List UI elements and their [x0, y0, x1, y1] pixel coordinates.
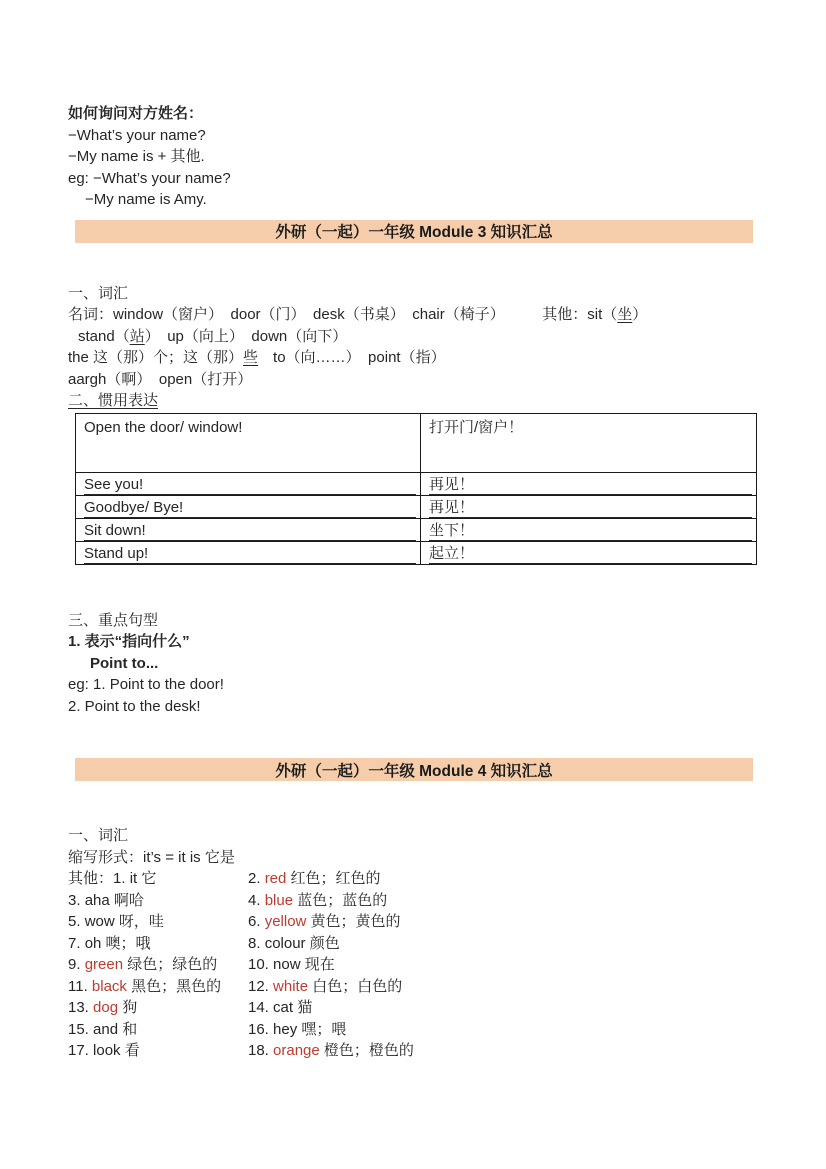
- word-number: 17.: [68, 1042, 94, 1059]
- module3-sentences-section: [68, 610, 758, 718]
- word-row: [68, 890, 758, 912]
- word-item: [248, 997, 312, 1019]
- word-number: 16.: [248, 1020, 274, 1038]
- module3-title-bar: [75, 220, 753, 243]
- module4-vocab-section: [68, 825, 758, 1062]
- vocab-text: to（向……） point（指）: [258, 349, 446, 366]
- word-item: [68, 954, 248, 976]
- chinese-meaning: 呀，哇: [114, 913, 164, 930]
- vocab-line: [68, 326, 758, 348]
- cell-english: [76, 495, 421, 518]
- intro-section: [68, 103, 758, 211]
- word-row: [68, 976, 758, 998]
- m3-examples: [68, 674, 758, 717]
- underlined-term: 站: [129, 327, 145, 345]
- word-number: 14.: [248, 999, 274, 1016]
- m4-word-list: [68, 868, 758, 1062]
- intro-heading: 如何询问对方姓名：: [68, 105, 204, 122]
- cell-chinese: [421, 495, 757, 518]
- word-item: [248, 911, 401, 933]
- word-row: [68, 954, 758, 976]
- module4-title: 外研（一起）一年级 Module 4 知识汇总: [275, 762, 553, 780]
- english-word: look: [93, 1042, 121, 1059]
- chinese-meaning: 绿色；绿色的: [123, 956, 218, 973]
- word-item: [68, 911, 248, 933]
- word-row: [68, 1040, 758, 1062]
- module4-title-bar: [75, 758, 753, 781]
- chinese-meaning: 嘿；喂: [297, 1020, 347, 1038]
- english-word: hey: [273, 1020, 298, 1038]
- word-item: [68, 976, 248, 998]
- word-number: 6.: [248, 913, 265, 930]
- expressions-heading-text: 二、惯用表达: [68, 392, 159, 409]
- word-number: 12.: [248, 977, 274, 995]
- english-word: cat: [273, 999, 294, 1016]
- english-word: aha: [84, 891, 110, 909]
- cell-text: 起立！: [429, 544, 752, 564]
- cell-english: [76, 413, 421, 472]
- example-line: eg: 1. Point to the door!: [68, 676, 224, 693]
- cell-text: 打开门/窗户！: [429, 418, 524, 436]
- cell-english: [76, 518, 421, 541]
- chinese-meaning: 它: [137, 870, 157, 887]
- english-word: yellow: [264, 913, 307, 930]
- table-row: [76, 518, 757, 541]
- word-row: [68, 868, 758, 890]
- module3-sentences-heading: 三、重点句型: [68, 611, 159, 629]
- english-word: black: [91, 977, 127, 995]
- sentence-pattern-title: 1. 表示“指向什么”: [68, 633, 190, 650]
- word-item: [68, 1040, 248, 1062]
- vocab-text: 名词：window（窗户） door（门） desk（书桌） chair（椅子） 其他：sit（: [68, 306, 618, 323]
- vocab-line: [68, 347, 758, 369]
- english-word: wow: [84, 913, 115, 930]
- word-number: 13.: [68, 999, 94, 1016]
- chinese-meaning: 和: [118, 1020, 138, 1038]
- english-word: it: [129, 870, 138, 887]
- english-word: dog: [93, 999, 119, 1016]
- expressions-table: [75, 413, 757, 565]
- english-word: white: [273, 977, 309, 995]
- word-item: [248, 890, 387, 912]
- module3-expressions-heading: [68, 390, 758, 412]
- table-row: [76, 541, 757, 564]
- english-word: blue: [264, 891, 294, 909]
- vocab-text: aargh（啊） open（打开）: [68, 370, 253, 388]
- vocab-text: ） up（向上） down（向下）: [144, 327, 348, 345]
- intro-lines: [68, 125, 758, 211]
- word-number: 7.: [68, 934, 85, 952]
- word-number: 5.: [68, 913, 85, 930]
- cell-text: See you!: [84, 475, 416, 495]
- cell-text: Sit down!: [84, 521, 416, 541]
- chinese-meaning: 黄色；黄色的: [306, 913, 401, 930]
- word-item: [68, 997, 248, 1019]
- english-word: colour: [264, 934, 306, 952]
- cell-english: [76, 472, 421, 495]
- chinese-meaning: 白色；白色的: [308, 977, 403, 995]
- word-number: 4.: [248, 891, 265, 909]
- chinese-meaning: 橙色；橙色的: [319, 1042, 414, 1059]
- m3-vocab-lines: [68, 304, 758, 390]
- cell-english: [76, 541, 421, 564]
- underlined-term: 些: [243, 349, 259, 366]
- abbreviation-line: 缩写形式：it’s = it is 它是: [68, 848, 235, 866]
- vocab-line: [68, 304, 758, 326]
- word-item: [248, 1019, 346, 1041]
- intro-line: −My name is Amy.: [85, 191, 207, 208]
- example-line: 2. Point to the desk!: [68, 697, 201, 715]
- word-number: 其他：1.: [68, 870, 130, 887]
- table-row: [76, 495, 757, 518]
- chinese-meaning: 猫: [293, 999, 313, 1016]
- chinese-meaning: 狗: [118, 999, 138, 1016]
- word-item: [68, 868, 248, 890]
- english-word: red: [264, 870, 287, 887]
- chinese-meaning: 现在: [300, 956, 335, 973]
- intro-line: −What’s your name?: [68, 126, 206, 144]
- sentence-pattern: Point to...: [90, 654, 159, 672]
- word-row: [68, 933, 758, 955]
- word-number: 18.: [248, 1042, 274, 1059]
- module3-vocab-section: [68, 283, 758, 565]
- cell-text: 再见！: [429, 475, 752, 495]
- chinese-meaning: 红色；红色的: [286, 870, 381, 887]
- intro-line: eg: −What’s your name?: [68, 169, 231, 187]
- chinese-meaning: 噢；哦: [101, 934, 151, 952]
- word-item: [248, 868, 381, 890]
- word-row: [68, 911, 758, 933]
- cell-text: Open the door/ window!: [84, 418, 243, 436]
- vocab-text: ）: [632, 306, 648, 323]
- vocab-text: stand（: [78, 327, 130, 345]
- word-number: 3.: [68, 891, 85, 909]
- english-word: orange: [273, 1042, 320, 1059]
- chinese-meaning: 蓝色；蓝色的: [293, 891, 388, 909]
- chinese-meaning: 看: [120, 1042, 140, 1059]
- cell-chinese: [421, 518, 757, 541]
- word-item: [68, 890, 248, 912]
- cell-chinese: [421, 541, 757, 564]
- cell-chinese: [421, 413, 757, 472]
- cell-text: Goodbye/ Bye!: [84, 498, 416, 518]
- expressions-table-body: [76, 413, 757, 564]
- word-row: [68, 1019, 758, 1041]
- word-item: [68, 933, 248, 955]
- word-item: [68, 1019, 248, 1041]
- table-row: [76, 472, 757, 495]
- word-item: [248, 1040, 414, 1062]
- vocab-line: [68, 369, 758, 391]
- word-number: 10.: [248, 956, 274, 973]
- english-word: oh: [84, 934, 102, 952]
- english-word: and: [93, 1020, 119, 1038]
- chinese-meaning: 颜色: [305, 934, 340, 952]
- word-number: 8.: [248, 934, 265, 952]
- word-item: [248, 933, 340, 955]
- word-number: 2.: [248, 870, 265, 887]
- table-row: [76, 413, 757, 472]
- word-item: [248, 976, 402, 998]
- english-word: now: [273, 956, 301, 973]
- module3-title: 外研（一起）一年级 Module 3 知识汇总: [275, 224, 553, 241]
- module4-vocab-heading: 一、词汇: [68, 827, 129, 844]
- chinese-meaning: 黑色；黑色的: [126, 977, 222, 995]
- cell-text: 再见！: [429, 498, 752, 518]
- word-item: [248, 954, 335, 976]
- intro-line: −My name is + 其他.: [68, 148, 205, 165]
- cell-chinese: [421, 472, 757, 495]
- word-row: [68, 997, 758, 1019]
- underlined-term: 坐: [617, 306, 633, 323]
- word-number: 9.: [68, 956, 85, 973]
- chinese-meaning: 啊哈: [109, 891, 144, 909]
- vocab-text: the 这（那）个；这（那）: [68, 349, 244, 366]
- word-number: 11.: [68, 977, 92, 995]
- module3-vocab-heading: 一、词汇: [68, 284, 129, 302]
- cell-text: 坐下！: [429, 521, 752, 541]
- word-number: 15.: [68, 1020, 94, 1038]
- english-word: green: [84, 956, 124, 973]
- cell-text: Stand up!: [84, 544, 416, 564]
